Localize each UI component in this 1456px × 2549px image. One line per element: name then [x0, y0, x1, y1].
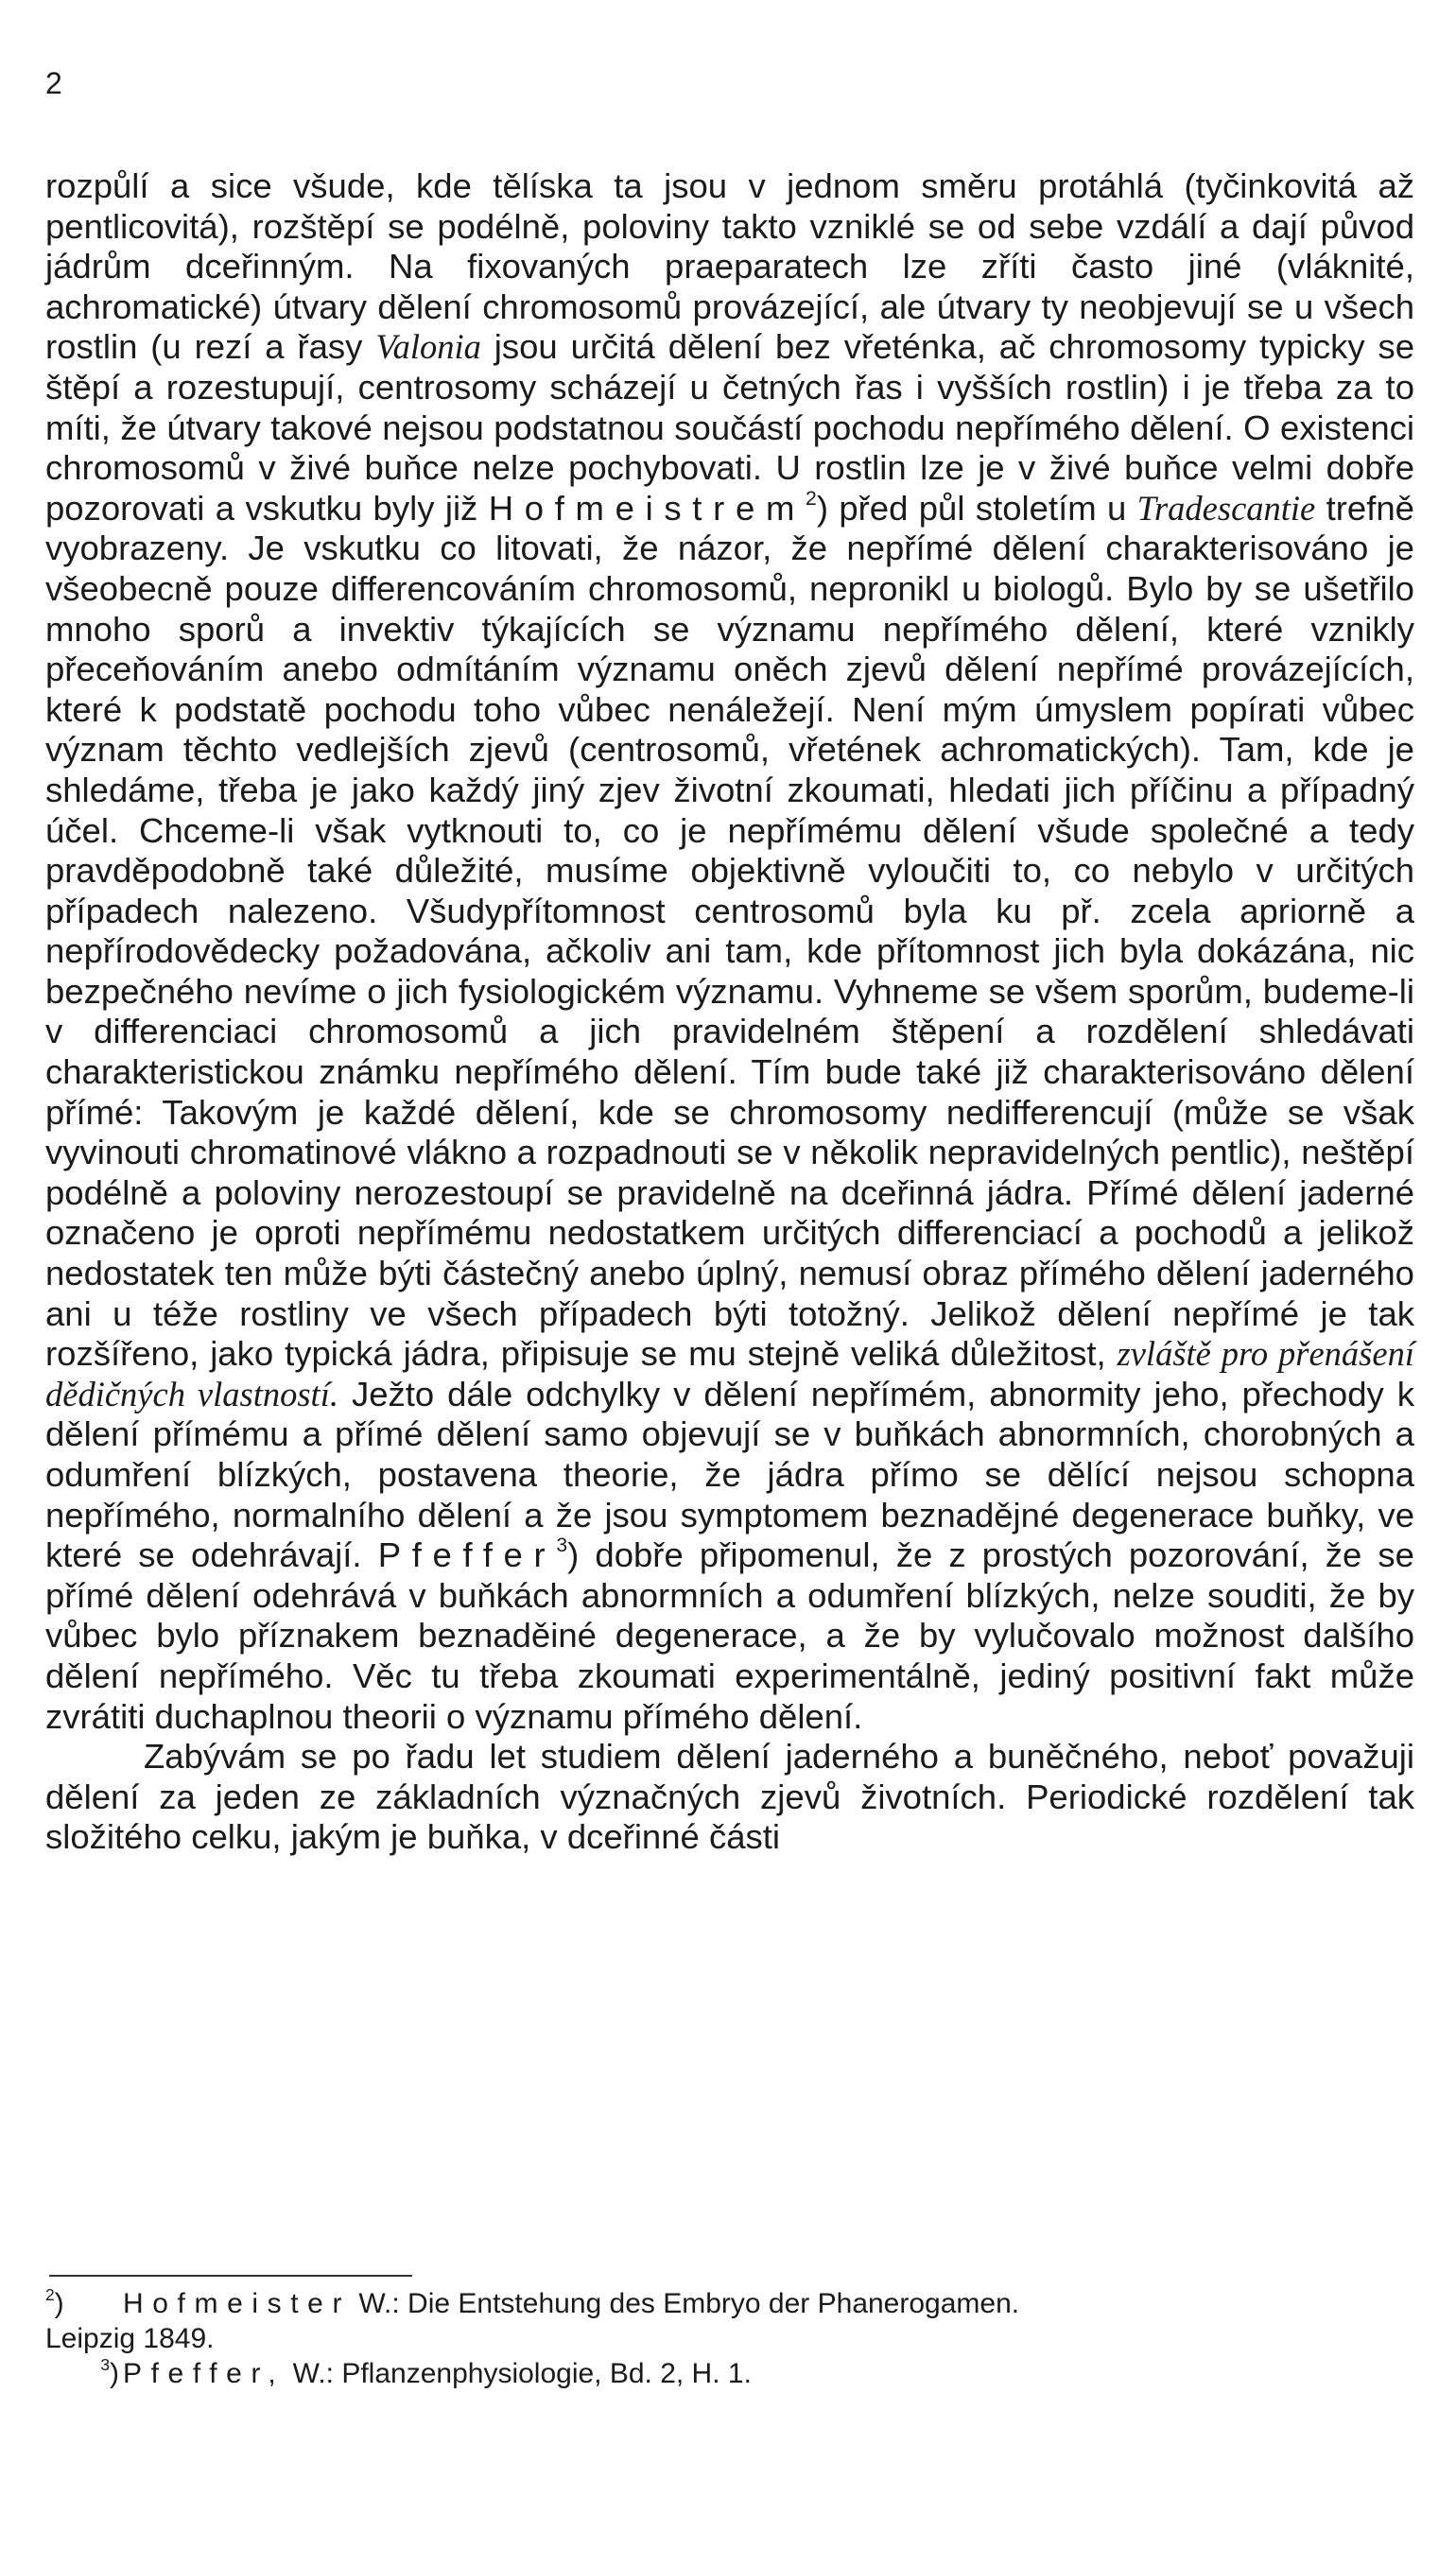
paragraph-2: Zabývám se po řadu let studiem dělení jaderného a buněčného, neboť považuji dělení za jeden ze základních význačných zjevů životních. Periodické rozdělení tak složitého celku, jakým je buňka, v dceřinné části [45, 1737, 1414, 1857]
footnote-2-text: W.: Die Entstehung des Embryo der Phanerogamen. [358, 2288, 1020, 2319]
genus-tradescantia: Tradescantie [1136, 488, 1316, 528]
paragraph-1-part-1: rozpůlí a sice všude, kde tělíska ta jsou v jednom směru protáhlá (tyčinkovitá až pentlicovitá), rozštěpí se podélně, poloviny takto vzniklé se od sebe vzdálí a dají původ jádrům dceřinným. Na fixovaných praeparatech lze zříti často jiné (vláknité, achromatické) útvary dělení chromosomů provázející, ale útvary ty neobjevují se u všech rostlin (u rezí a řasy [45, 166, 1414, 367]
paragraph-1-part-5: Ježto dále odchylky v dělení nepřímém, abnormity jeho, přechody k dělení přímému a přímé dělení samo objevují se v buňkách abnormních, chorobných a odumření blízkých, postavena theorie, že jádra přímo se dělící nejsou schopna nepřímého, normalního dělení a že jsou symptomem beznadějné degenerace buňky, ve které se odehrávají. [45, 1374, 1414, 1575]
footnote-2-author: Hofmeister [123, 2288, 352, 2319]
author-hofmeister: Hofmeistrem [488, 488, 806, 528]
page-number: 2 [45, 66, 62, 100]
author-pfeffer: Pfeffer [377, 1535, 557, 1575]
body-text [45, 166, 1414, 1858]
italic-phrase: zvláště pro přenášení dědičných vlastností. [45, 1334, 1414, 1413]
paragraph-1-part-3: ) před půl stoletím u [816, 488, 1127, 528]
footnote-3-number: 3 [100, 2354, 110, 2374]
footnote-divider [49, 2275, 412, 2277]
footnote-2-number: 2 [45, 2284, 55, 2304]
paragraph-1-part-6: ) dobře připomenul, že z prostých pozorování, že se přímé dělení odehrává v buňkách abnormních a odumření blízkých, nelze souditi, že by vůbec bylo příznakem beznaděiné degenerace, a že by vylučovalo možnost dalšího dělení nepřímého. Věc tu třeba zkoumati experimentálně, jediný positivní fakt může zvrátiti duchaplnou theorii o významu přímého dělení. [45, 1535, 1414, 1736]
paragraph-1-part-2: jsou určitá dělení bez vřeténka, ač chromosomy typicky se štěpí a rozestupují, centrosomy scházejí u četných řas i vyšších rostlin) i je třeba za to míti, že útvary takové nejsou podstatnou součástí pochodu nepřímého dělení. O existenci chromosomů v živé buňce nelze pochybovati. U rostlin lze je v živé buňce velmi dobře pozorovati a vskutku byly již [45, 327, 1414, 528]
footnote-2-continuation: Leipzig 1849. [45, 2323, 215, 2354]
footnote-2-mark: $^2$) [45, 2284, 64, 2319]
paragraph-1-part-4: trefně vyobrazeny. Je vskutku co litovati, že názor, že nepřímé dělení charakterisováno je všeobecně pouze differencováním chromosomů, nepronikl u biologů. Bylo by se ušetřilo mnoho sporů a invektiv týkajících se významu nepřímého dělení, které vznikly přeceňováním anebo odmítáním významu oněch zjevů dělení nepřímé provázejících, které k podstatě pochodu toho vůbec nenáležejí. Není mým úmyslem popírati vůbec význam těchto vedlejších zjevů (centrosomů, vřetének achromatických). Tam, kde je shledáme, třeba je jako každý jiný zjev životní zkoumati, hledati jich příčinu a případný účel. Chceme-li však vytknouti to, co je nepřímému dělení všude společné a tedy pravděpodobně také důležité, musíme objektivně vyloučiti to, co nebylo v určitých případech nalezeno. Všudypřítomnost centrosomů byla ku př. zcela apriorně a nepřírodovědecky požadována, ačkoliv ani tam, kde přítomnost jich byla dokázána, nic bezpečného nevíme o jich fysiologickém významu. Vyhneme se všem sporům, budeme-li v differenciaci chromosomů a jich pravidelném štěpení a rozdělení shledávati charakteristickou známku nepřímého dělení. Tím bude také již charakterisováno dělení přímé: Takovým je každé dělení, kde se chromosomy nedifferencují (může se však vyvinouti chromatinové vlákno a rozpadnouti se v několik nepravidelných pentlic), neštěpí podélně a poloviny nerozestoupí se pravidelně na dceřinná jádra. Přímé dělení jaderné označeno je oproti nepřímému nedostatkem určitých differenciací a pochodů a jelikož nedostatek ten může býti částečný anebo úplný, nemusí obraz přímého dělení jaderného ani u téže rostliny ve všech případech býti totožný. Jelikož dělení nepřímé je tak rozšířeno, jako typická jádra, připisuje se mu stejně veliká důležitost, [45, 488, 1414, 1374]
footnote-ref-2: 2 [806, 487, 817, 510]
footnote-2 [45, 2286, 1414, 2356]
footnotes [45, 2286, 1414, 2391]
paragraph-1 [45, 166, 1414, 1737]
footnote-3-mark: $^3$) [100, 2354, 119, 2389]
genus-valonia: Valonia [375, 327, 481, 367]
footnote-3 [45, 2356, 1414, 2391]
footnote-3-text: W.: Pflanzenphysiologie, Bd. 2, H. 1. [292, 2358, 752, 2389]
footnote-3-author: Pfeffer, [123, 2358, 286, 2389]
footnote-ref-3: 3 [556, 1535, 568, 1557]
